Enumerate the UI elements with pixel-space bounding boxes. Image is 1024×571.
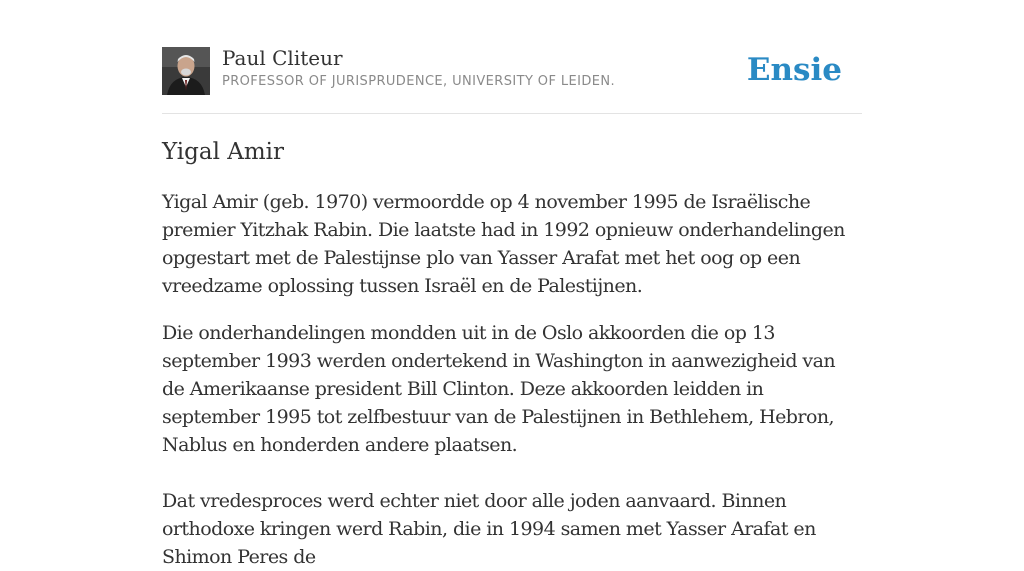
article-paragraph: Dat vredesproces werd echter niet door alle joden aanvaard. Binnen orthodoxe kringen werd Rabin, die in 1994 samen met Yasser Arafat en Shimon Peres de — [162, 490, 816, 568]
header-divider — [162, 113, 862, 114]
author-name[interactable]: Paul Cliteur — [222, 46, 343, 70]
article-paragraph: Yigal Amir (geb. 1970) vermoordde op 4 november 1995 de Israëlische premier Yitzhak Rabin. Die laatste had in 1992 opnieuw onderhandelingen opgestart met de Palestijnse plo van Yasser Arafat met het oog op een vreedzame oplossing tussen Israël en de Palestijnen. — [162, 191, 845, 297]
article-body — [162, 136, 862, 571]
author-header — [162, 46, 862, 96]
author-avatar[interactable] — [162, 47, 210, 95]
article-title: Yigal Amir — [162, 139, 285, 165]
article-paragraph: Die onderhandelingen mondden uit in de Oslo akkoorden die op 13 september 1993 werden ondertekend in Washington in aanwezigheid van de Amerikaanse president Bill Clinton. Deze akkoorden leidden in september 1995 tot zelfbestuur van de Palestijnen in Bethlehem, Hebron, Nablus en honderden andere plaatsen. — [162, 322, 836, 456]
author-title: PROFESSOR OF JURISPRUDENCE, UNIVERSITY OF LEIDEN. — [222, 74, 616, 89]
portrait-image — [162, 47, 210, 95]
ensie-logo[interactable]: Ensie — [746, 52, 842, 88]
